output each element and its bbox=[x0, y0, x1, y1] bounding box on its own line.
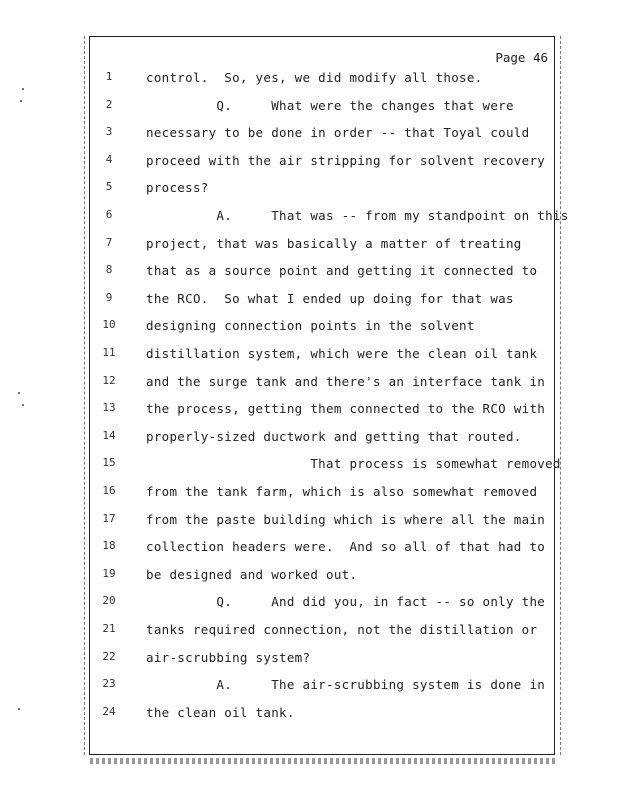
transcript-line bbox=[90, 622, 560, 642]
line-text: proceed with the air stripping for solvent recovery bbox=[146, 152, 546, 168]
line-text: A. That was -- from my standpoint on this bbox=[146, 208, 569, 223]
transcript-line bbox=[90, 180, 560, 200]
line-number: 2 bbox=[105, 97, 113, 111]
transcript-line bbox=[90, 705, 560, 725]
transcript-line bbox=[90, 291, 560, 311]
line-text: A. The air-scrubbing system is done in bbox=[146, 677, 546, 693]
line-text: be designed and worked out. bbox=[146, 566, 358, 582]
line-text: the clean oil tank. bbox=[146, 704, 295, 720]
line-text: That process is somewhat removed bbox=[146, 456, 561, 472]
line-number: 19 bbox=[102, 566, 116, 580]
transcript-line bbox=[90, 374, 560, 394]
line-number: 24 bbox=[102, 704, 116, 718]
line-number: 22 bbox=[102, 649, 116, 663]
line-number: 10 bbox=[102, 318, 116, 332]
transcript-line bbox=[90, 650, 560, 670]
line-number: 11 bbox=[102, 346, 116, 359]
scan-artifact bbox=[18, 708, 20, 710]
transcript-line bbox=[90, 98, 560, 118]
transcript-line bbox=[90, 567, 560, 587]
transcript-line bbox=[90, 125, 560, 145]
line-number: 9 bbox=[105, 290, 113, 304]
scan-artifact bbox=[20, 100, 22, 102]
line-number: 3 bbox=[105, 125, 113, 139]
transcript-line bbox=[90, 318, 560, 338]
line-number: 17 bbox=[102, 511, 116, 525]
scan-artifact bbox=[18, 392, 20, 394]
transcript-line bbox=[90, 594, 560, 614]
line-text: Q. What were the changes that were bbox=[146, 97, 514, 113]
footer-scan-strip bbox=[90, 758, 558, 764]
line-number: 16 bbox=[102, 484, 116, 497]
line-number: 1 bbox=[105, 70, 113, 83]
transcript-line bbox=[90, 512, 560, 532]
transcript-line bbox=[90, 484, 560, 504]
line-text: properly-sized ductwork and getting that routed. bbox=[146, 428, 522, 444]
line-number: 13 bbox=[102, 401, 116, 415]
line-text: air-scrubbing system? bbox=[146, 649, 311, 665]
transcript-line bbox=[90, 401, 560, 421]
line-number: 5 bbox=[105, 180, 113, 194]
line-text: distillation system, which were the clean oil tank bbox=[146, 346, 538, 361]
transcript-line bbox=[90, 263, 560, 283]
line-text: from the tank farm, which is also somewhat removed bbox=[146, 484, 538, 499]
transcript-line bbox=[90, 70, 560, 90]
right-margin-rule bbox=[560, 36, 561, 755]
line-number: 18 bbox=[102, 539, 116, 553]
line-number: 14 bbox=[102, 428, 116, 442]
transcript-line bbox=[90, 539, 560, 559]
line-text: the RCO. So what I ended up doing for that was bbox=[146, 290, 514, 306]
line-text: the process, getting them connected to the RCO with bbox=[146, 401, 546, 417]
line-text: designing connection points in the solvent bbox=[146, 318, 475, 334]
page-number: Page 46 bbox=[495, 50, 548, 65]
line-text: collection headers were. And so all of that had to bbox=[146, 539, 546, 555]
transcript-line bbox=[90, 153, 560, 173]
line-number: 21 bbox=[102, 622, 116, 635]
transcript-line bbox=[90, 677, 560, 697]
line-number: 15 bbox=[102, 456, 116, 470]
transcript-line bbox=[90, 208, 569, 228]
line-text: control. So, yes, we did modify all those. bbox=[146, 70, 483, 85]
line-number: 7 bbox=[105, 235, 113, 249]
line-number: 23 bbox=[102, 677, 116, 691]
line-text: necessary to be done in order -- that Toyal could bbox=[146, 125, 530, 141]
left-margin-rule bbox=[84, 36, 85, 755]
line-text: process? bbox=[146, 180, 209, 196]
line-number: 20 bbox=[102, 594, 116, 608]
line-text: project, that was basically a matter of treating bbox=[146, 235, 522, 251]
scan-artifact bbox=[22, 404, 24, 406]
scan-artifact bbox=[22, 88, 24, 90]
line-text: and the surge tank and there's an interface tank in bbox=[146, 373, 546, 389]
transcript-line bbox=[90, 429, 560, 449]
transcript-line bbox=[90, 346, 560, 366]
line-number: 8 bbox=[105, 263, 113, 277]
transcript-line bbox=[90, 456, 560, 476]
line-number: 6 bbox=[105, 208, 113, 221]
transcript-line bbox=[90, 236, 560, 256]
line-number: 4 bbox=[105, 152, 113, 166]
line-number: 12 bbox=[102, 373, 116, 387]
line-text: Q. And did you, in fact -- so only the bbox=[146, 594, 546, 610]
line-text: that as a source point and getting it connected to bbox=[146, 263, 538, 279]
line-text: from the paste building which is where all the main bbox=[146, 511, 546, 527]
line-text: tanks required connection, not the distillation or bbox=[146, 622, 538, 637]
